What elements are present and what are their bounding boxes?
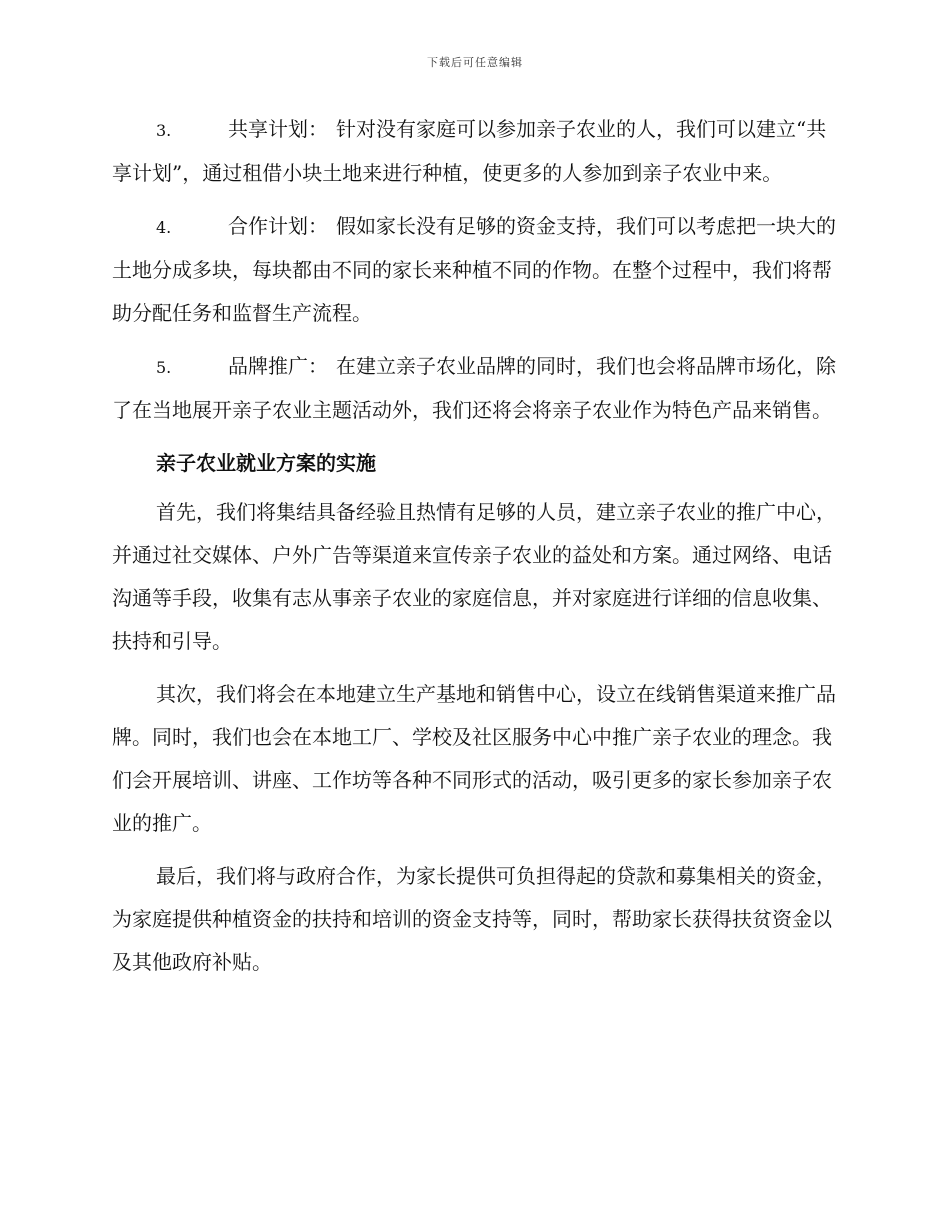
list-item-number: 3.: [156, 121, 172, 140]
list-item-text: 在建立亲子农业品牌的同时，我们也会将品牌市场化，除了在当地展开亲子农业主题活动外，我们还将会将亲子农业作为特色产品来销售。: [112, 354, 836, 422]
list-item-cooperation-plan: [112, 205, 840, 335]
list-item-label: 品牌推广：: [228, 354, 328, 378]
list-item-shared-plan: [112, 108, 840, 195]
page-header: 下载后可任意编辑: [427, 56, 523, 69]
document-body: [112, 108, 840, 994]
list-item-text: 针对没有家庭可以参加亲子农业的人，我们可以建立“共享计划”，通过租借小块土地来进行种植，使更多的人参加到亲子农业中来。: [112, 117, 827, 185]
list-item-label: 合作计划：: [228, 214, 328, 238]
list-item-brand-promotion: [112, 345, 840, 432]
paragraph-third: 最后，我们将与政府合作，为家长提供可负担得起的贷款和募集相关的资金，为家庭提供种植资金的扶持和培训的资金支持等，同时，帮助家长获得扶贫资金以及其他政府补贴。: [112, 864, 836, 974]
list-item-number: 4.: [156, 218, 172, 237]
section-heading: 亲子农业就业方案的实施: [156, 451, 376, 475]
paragraph-first: 首先，我们将集结具备经验且热情有足够的人员，建立亲子农业的推广中心，并通过社交媒体、户外广告等渠道来宣传亲子农业的益处和方案。通过网络、电话沟通等手段，收集有志从事亲子农业的家庭信息，并对家庭进行详细的信息收集、扶持和引导。: [112, 500, 836, 653]
list-item-text: 假如家长没有足够的资金支持，我们可以考虑把一块大的土地分成多块，每块都由不同的家长来种植不同的作物。在整个过程中，我们将帮助分配任务和监督生产流程。: [112, 214, 836, 325]
list-item-number: 5.: [156, 358, 172, 377]
paragraph-second: 其次，我们将会在本地建立生产基地和销售中心，设立在线销售渠道来推广品牌。同时，我们也会在本地工厂、学校及社区服务中心中推广亲子农业的理念。我们会开展培训、讲座、工作坊等各种不同形式的活动，吸引更多的家长参加亲子农业的推广。: [112, 682, 836, 835]
list-item-label: 共享计划：: [228, 117, 328, 141]
